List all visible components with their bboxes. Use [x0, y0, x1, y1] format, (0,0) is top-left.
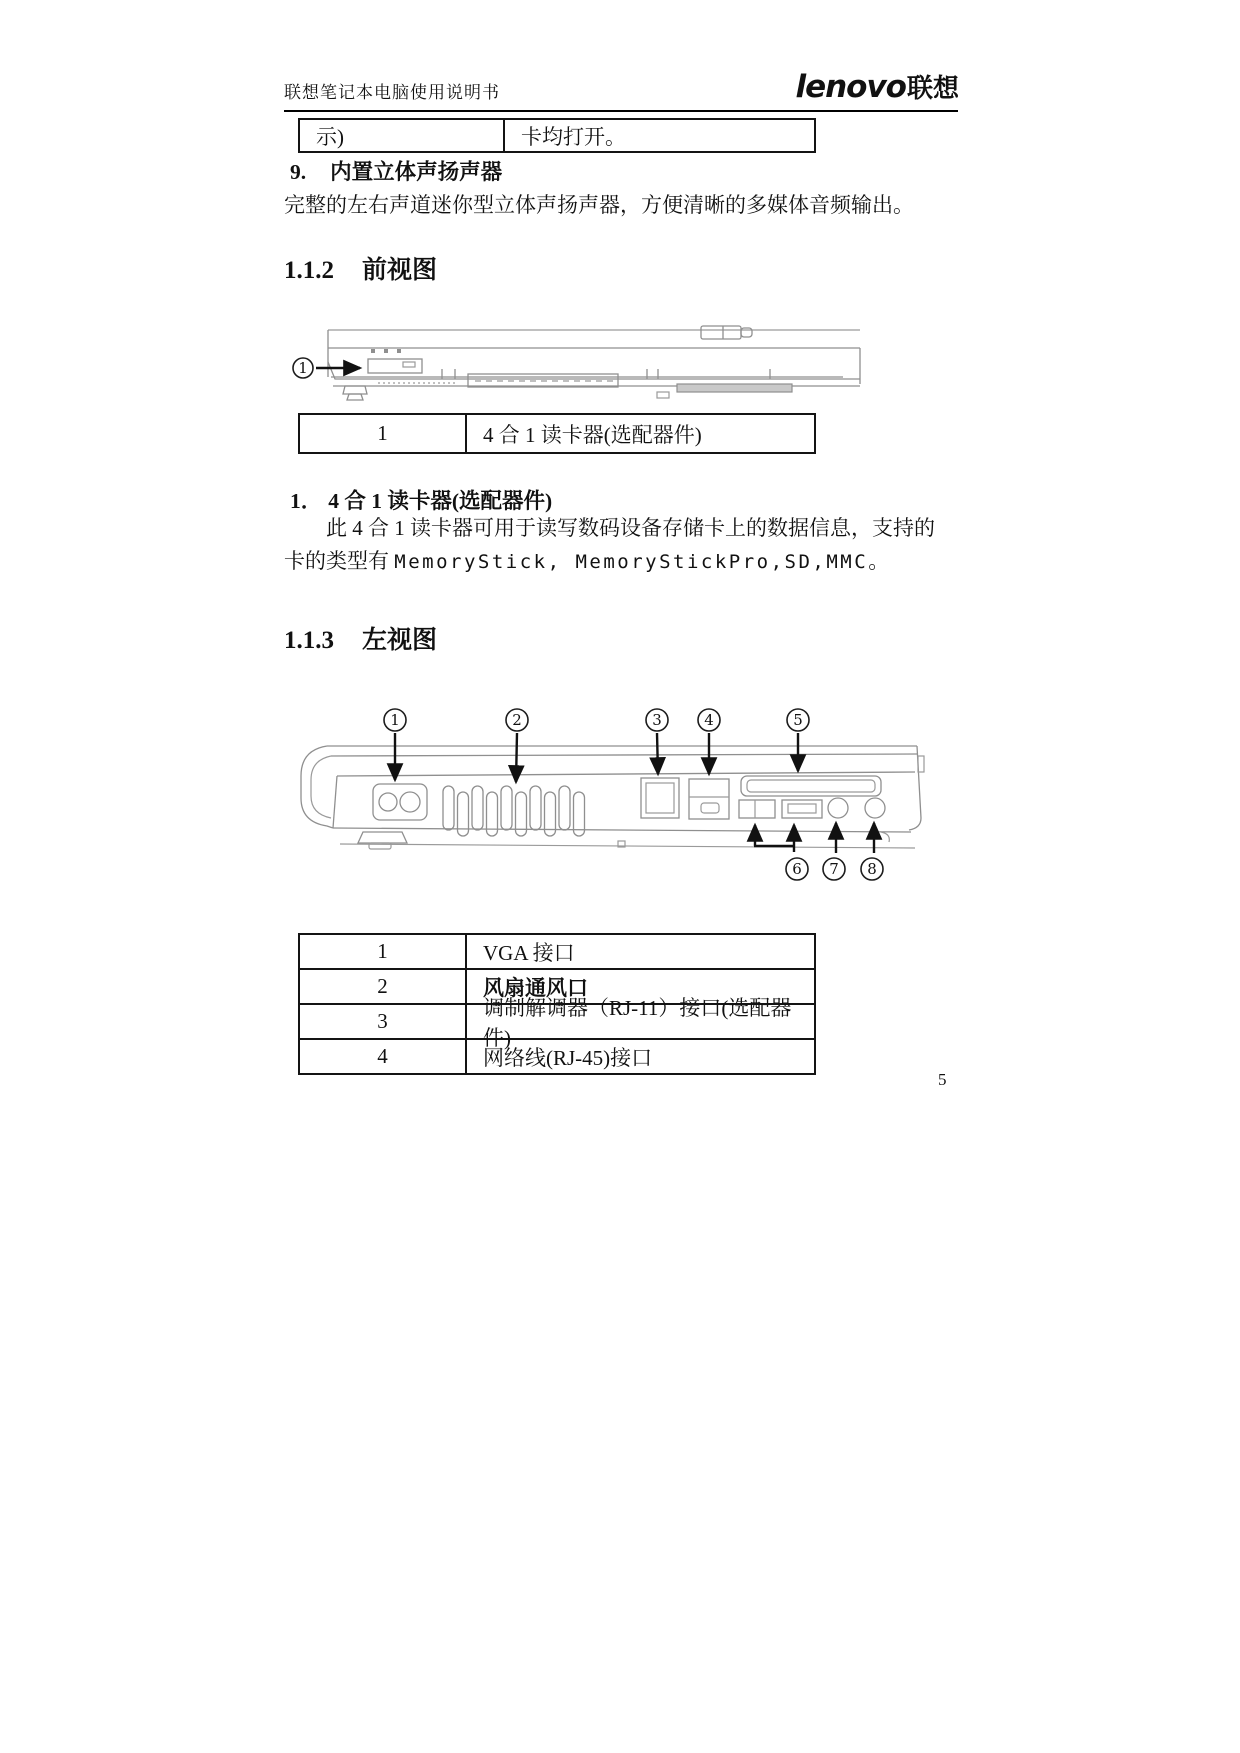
card-reader-slot — [368, 359, 422, 373]
carryover-left-cell: 示) — [300, 120, 505, 151]
card-reader-desc-cn: 此 4 合 1 读卡器可用于读写数码设备存储卡上的数据信息，支持的卡的类型有 — [284, 516, 935, 573]
card-reader-desc-end: 。 — [868, 549, 890, 573]
item9-number: 9. — [290, 160, 307, 184]
front-table-index: 1 — [300, 415, 467, 452]
callout-front-1-number: 1 — [298, 359, 308, 377]
section-left-number: 1.1.3 — [284, 627, 334, 654]
section-front-title: 前视图 — [362, 257, 438, 284]
item9-description: 完整的左右声道迷你型立体声扬声器，方便清晰的多媒体音频输出。 — [284, 193, 914, 217]
lenovo-logo-chinese: 联想 — [906, 74, 959, 104]
vga-port — [373, 784, 427, 820]
section-front-number: 1.1.2 — [284, 257, 334, 284]
left-table-row3-index: 3 — [300, 1005, 467, 1038]
item9-heading — [290, 155, 502, 186]
header-divider — [284, 110, 958, 112]
item9-title: 内置立体声扬声器 — [330, 160, 503, 184]
usb-ports — [739, 800, 822, 818]
lid-latch — [701, 326, 752, 339]
rj11-port — [641, 778, 679, 818]
left-table-row1-label: VGA 接口 — [483, 940, 575, 965]
rj45-port — [689, 779, 729, 819]
card-reader-title: 4 合 1 读卡器(选配器件) — [328, 489, 553, 513]
table-row — [300, 120, 814, 151]
section-front-heading — [284, 250, 437, 286]
section-left-heading — [284, 620, 437, 656]
laptop-front-outline — [328, 330, 860, 386]
table-row — [300, 415, 814, 452]
callout-3: 3 — [652, 711, 662, 729]
pccard-slot — [741, 776, 881, 796]
left-table-row2-label: 风扇通风口 — [483, 975, 588, 1000]
page-number: 5 — [938, 1070, 947, 1089]
callout-5: 5 — [793, 711, 803, 729]
callout-1: 1 — [390, 711, 400, 729]
front-view-table — [298, 413, 816, 454]
callout-7: 7 — [829, 860, 839, 878]
left-table-row1-index: 1 — [300, 935, 467, 968]
left-view-diagram — [285, 700, 933, 888]
table-row — [300, 995, 814, 1050]
card-reader-description — [284, 512, 952, 579]
carryover-right-cell: 卡均打开。 — [521, 124, 626, 149]
front-view-diagram — [283, 322, 863, 418]
lenovo-logo-text: lenovo — [795, 69, 906, 105]
callout-8: 8 — [867, 860, 877, 878]
table-row — [300, 1038, 814, 1073]
audio-jacks — [828, 798, 885, 818]
callout-front-1 — [293, 358, 360, 378]
card-reader-heading — [290, 484, 552, 515]
left-table-row2-index: 2 — [300, 970, 467, 1003]
left-table-row4-label: 网络线(RJ-45)接口 — [483, 1045, 653, 1070]
card-reader-number: 1． — [290, 489, 323, 513]
left-table-row4-index: 4 — [300, 1040, 467, 1073]
callout-2: 2 — [512, 711, 522, 729]
lenovo-logo — [795, 68, 959, 105]
section-left-title: 左视图 — [362, 627, 438, 654]
callout-6: 6 — [792, 860, 802, 878]
left-view-table — [298, 933, 816, 1075]
status-led-marks — [371, 349, 401, 353]
card-reader-desc-en: MemoryStick, MemoryStickPro,SD,MMC — [394, 551, 869, 573]
front-table-label: 4 合 1 读卡器(选配器件) — [483, 422, 702, 447]
document-title: 联想笔记本电脑使用说明书 — [284, 83, 500, 102]
carryover-table — [298, 118, 816, 153]
callout-4: 4 — [704, 711, 714, 729]
left-table-row3-label: 调制解调器（RJ-11）接口(选配器件) — [483, 995, 792, 1050]
table-row — [300, 935, 814, 968]
